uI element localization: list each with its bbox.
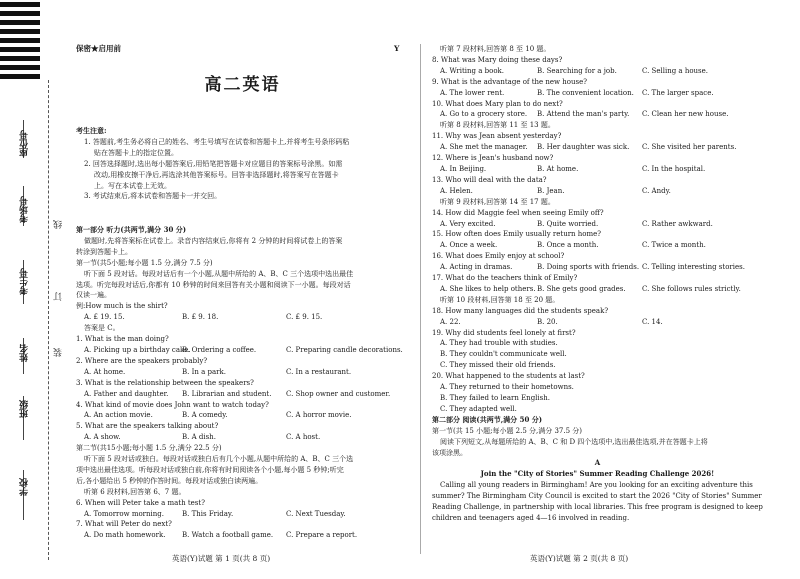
- question-text: 10. What does Mary plan to do next?: [432, 99, 563, 108]
- option-a: A. Very excited.: [440, 219, 496, 228]
- option-b: B. She gets good grades.: [537, 284, 626, 293]
- footer-page-2: 英语(Y)试题 第 2 页(共 8 页): [530, 554, 629, 563]
- option-c: C. The larger space.: [642, 88, 714, 97]
- binding-dashed-line: [48, 80, 50, 560]
- binding-strip: [0, 0, 70, 579]
- cut-mark-staple: 订: [54, 292, 64, 301]
- option-c: C. Andy.: [642, 186, 671, 195]
- option-c: C. In the hospital.: [642, 164, 706, 173]
- question-options: [432, 88, 763, 99]
- option-c: C. A horror movie.: [286, 411, 352, 420]
- example-question: 例:How much is the shirt?: [76, 302, 168, 311]
- example-answer: 答案是 C。: [84, 324, 120, 333]
- question-text: 1. What is the man doing?: [76, 335, 169, 344]
- question-options: [76, 367, 403, 378]
- option-c: C. She follows rules strictly.: [642, 284, 741, 293]
- question-options: [432, 262, 763, 273]
- question-text: 3. What is the relationship between the speakers?: [76, 378, 254, 387]
- question-text: 14. How did Maggie feel when seeing Emily off?: [432, 208, 604, 217]
- question-options: [432, 109, 763, 120]
- option-c: C. Twice a month.: [642, 241, 706, 250]
- seat-number-label: 座位号: [20, 130, 30, 157]
- exam-title: 高二英语: [204, 75, 281, 95]
- question-options: [76, 530, 403, 541]
- section2-questions: [76, 498, 403, 542]
- option-a: A. Do math homework.: [84, 531, 166, 540]
- example-options: A. £ 19. 15. B. £ 9. 18. C. £ 9. 15.: [84, 313, 323, 322]
- notice-block: 考生注意: 1. 答题前,考生务必将自己的姓名、考生号填写在试卷和答题卡上,并将考生号条形码粘 贴在答题卡上的指定位置。 2. 回答选择题时,选出每小题答案后,用铅笔把答题卡对应题目的答案标号涂黑。如需 改动,用橡皮擦干净后,再选涂其他答案标号。回答非选择题时,将答案写在答题卡 上。写在本试卷上无效。 3. 考试结束后,将本试卷和答题卡一并交回。: [76, 126, 350, 201]
- question-options: [432, 219, 763, 230]
- option-a: A. At home.: [84, 367, 126, 376]
- student-number-label: 考生号: [20, 268, 30, 295]
- question-text: 13. Who will deal with the data?: [432, 175, 547, 184]
- footer-page-1: 英语(Y)试题 第 1 页(共 8 页): [172, 554, 271, 563]
- notice-heading: 考生注意:: [76, 126, 107, 135]
- option-a: A. Go to a grocery store.: [440, 110, 528, 119]
- option-b: B. Ordering a coffee.: [182, 345, 257, 354]
- option-a: A. The lower rent.: [440, 88, 505, 97]
- question-options: [76, 509, 403, 520]
- option-a: A. Father and daughter.: [84, 389, 169, 398]
- option-b: B. Librarian and student.: [182, 389, 272, 398]
- cut-mark-bind: 装: [54, 348, 64, 357]
- option-b: B. Once a month.: [537, 241, 599, 250]
- exam-room-label: 考场号: [20, 196, 30, 223]
- barcode-stripes: [0, 0, 46, 120]
- option-a: A. A show.: [84, 433, 121, 442]
- passage-a-label: A: [594, 458, 601, 468]
- name-label: 姓名: [20, 344, 30, 362]
- question-options: [76, 345, 403, 356]
- option-c: C. Selling a house.: [642, 66, 709, 75]
- question-text: 5. What are the speakers talking about?: [76, 422, 219, 431]
- option-a: A. Picking up a birthday cake.: [84, 345, 191, 354]
- option-b: B. The convenient location.: [537, 88, 634, 97]
- question-text: 4. What kind of movie does John want to watch today?: [76, 400, 269, 409]
- part1-heading: 第一部分 听力(共两节,满分 30 分): [76, 225, 187, 234]
- option-c: C. Shop owner and customer.: [286, 389, 391, 398]
- option-b: B. Jean.: [537, 186, 565, 195]
- question-options: [432, 186, 763, 197]
- option-b: B. Watch a football game.: [182, 531, 274, 540]
- question-text: 16. What does Emily enjoy at school?: [432, 252, 565, 261]
- question-options: [76, 389, 403, 400]
- question-text: 15. How often does Emily usually return home?: [432, 230, 602, 239]
- part2-heading: 第二部分 阅读(共两节,满分 50 分): [432, 414, 543, 424]
- question-text: 7. What will Peter do next?: [76, 520, 172, 529]
- option-c: C. Telling interesting stories.: [642, 263, 745, 272]
- question-text: 17. What do the teachers think of Emily?: [432, 274, 578, 283]
- option-c: C. Preparing candle decorations.: [286, 345, 403, 354]
- version-label: Y: [394, 44, 400, 53]
- question-text: 6. When will Peter take a math test?: [76, 498, 205, 507]
- option-c: C. Clean her new house.: [642, 110, 729, 119]
- section1-questions: [76, 334, 403, 443]
- question-text: 8. What was Mary doing these days?: [432, 55, 563, 64]
- class-label: 班级: [20, 400, 30, 418]
- option-a: A. She likes to help others.: [440, 284, 536, 293]
- option-c: C. She visited her parents.: [642, 143, 737, 152]
- option-b: B. This Friday.: [182, 509, 234, 518]
- school-label: 学校: [20, 478, 30, 496]
- option-b: B. In a park.: [182, 367, 226, 376]
- option-c: C. Rather awkward.: [642, 219, 713, 228]
- cut-mark-line: 线: [54, 220, 64, 229]
- question-options: [432, 284, 763, 295]
- part1-block: 第一部分 听力(共两节,满分 30 分) 做题时,先将答案标在试卷上。录音内容结束后,你将有 2 分钟的时间将试卷上的答案 转涂到答题卡上。 第一节(共5小题;每小题 1.5 分,满分 7.5 分) 听下面 5 段对话。每段对话后有一个小题,从题中所给的 A、B、C 三个选项中选出最佳 选项。听完每段对话后,你都有 10 秒钟的时间来回答有关小题和阅读下一小题。每段对话 仅读一遍。 例:How much is the shirt? A. £ 19. 15. B. £ 9. 18. C. £ 9. 15. 答案是 C。 1. What is the man doing? A. Picking up a birthday cake. B. Ordering a coffee. C. Preparing candle decorations. 2. Where are the speakers probably? A. At home. B. In a park. C. In a restaurant. 3. What is the relationship between the speakers? A. Father and daughter. B. Librarian and student. C. Shop owner and customer. 4. What kind of movie does John want to watch today? A. An action movie. B. A comedy. C. A horror movie. 5. What are the speakers talking about? A. A show. B. A dish. C. A host. 第二节(共15小题;每小题 1.5 分,满分 22.5 分) 听下面 5 段对话或独白。每段对话或独白后有几个小题,从题中所给的 A、B、C 三个选 项中选出最佳选项。听每段对话或独白前,你将有时间阅读各个小题,每小题 5 秒钟;听完 后,各小题给出 5 秒钟的作答时间。每段对话或独白读两遍。 听第 6 段材料,回答第 6、7 题。 6. When will Peter take a math test? A. Tomorrow morning. B. This Friday. C. Next Tuesday. 7. What will Peter do next? A. Do math homework. B. Watch a football game. C. Prepare a report.: [76, 225, 403, 540]
- question-options: [432, 66, 763, 77]
- question-text: 12. Where is Jean's husband now?: [432, 154, 554, 163]
- question-text: 2. Where are the speakers probably?: [76, 356, 208, 365]
- option-b: B. Her daughter was sick.: [537, 143, 630, 152]
- option-a: A. Tomorrow morning.: [84, 509, 164, 518]
- column-divider: [420, 44, 421, 554]
- option-a: A. Helen.: [440, 186, 473, 195]
- question-options: [76, 432, 403, 443]
- option-a: A. Acting in dramas.: [440, 263, 513, 272]
- question-options: [432, 142, 763, 153]
- option-a: A. Once a week.: [440, 241, 498, 250]
- option-b: B. At home.: [537, 164, 579, 173]
- option-b: B. A comedy.: [182, 411, 228, 420]
- question-options: [76, 410, 403, 421]
- option-a: A. An action movie.: [84, 411, 153, 420]
- option-c: C. Prepare a report.: [286, 531, 358, 540]
- option-c: C. In a restaurant.: [286, 367, 352, 376]
- option-a: A. She met the manager.: [440, 143, 528, 152]
- option-b: B. Attend the man's party.: [537, 110, 630, 119]
- option-c: C. Next Tuesday.: [286, 509, 346, 518]
- option-b: B. A dish.: [182, 433, 216, 442]
- right-column: [432, 0, 776, 579]
- question-text: 9. What is the advantage of the new house?: [432, 77, 587, 86]
- passage-a-title: Join the "City of Stories" Summer Reading Challenge 2026!: [480, 469, 715, 479]
- confidential-label: 保密★启用前: [76, 44, 121, 53]
- question-text: 11. Why was Jean absent yesterday?: [432, 132, 562, 141]
- right-questions-block: 听第 7 段材料,回答第 8 至 10 题。 8. What was Mary doing these days? A. Writing a book. B. Searching for a job. C. Selling a house. 9. What is the advantage of the new house? A. The lower rent. B. The convenient location. C. The larger space. 10. What does Mary plan to do next? A. Go to a grocery store. B. Attend the man's party. C. Clean her new house. 听第 8 段材料,回答第 11 至 13 题。 11. Why was Jean absent yesterday? A. She met the manager. B. Her daughter was sick. C. She visited her parents. 12. Where is Jean's husband now? A. In Beijing. B. At home. C. In the hospital. 13. Who will deal with the data? A. Helen. B. Jean. C. Andy. 听第 9 段材料,回答第 14 至 17 题。 14. How did Maggie feel when seeing Emily off? A. Very excited. B. Quite worried. C. Rather awkward. 15. How often does Emily usually return home? A. Once a week. B. Once a month. C. Twice a month. 16. What does Emily enjoy at school? A. Acting in dramas. B. Doing sports with friends. C. Telling interesting stories. 17. What do the teachers think of Emily? A. She likes to help others. B. She gets good grades. C. She follows rules strictly. 听第 10 段材料,回答第 18 至 20 题。 18. How many languages did the students speak? A. 22. B. 20. C. 14. 19. Why did students feel lonely at first? A. They had trouble with studies. B. They couldn't communicate well. C. They missed their old friends. 20. What happened to the students at last? A. They returned to their hometowns. B. They failed to learn English. C. They adapted well. 第二部分 阅读(共两节,满分 50 分) 第一节(共 15 小题;每小题 2.5 分,满分 37.5 分) 阅读下列短文,从每题所给的 A、B、C 和 D 四个选项中,选出最佳选项,并在答题卡上将 该项涂黑。 A Join the "City of Stories" Summer Reading Challenge 2026! Calling all young readers in Birmingham! Are you looking for an exciting adventure this summer? The Birmingham City Council is excited to start the 2026 "City of Stories" Summer Reading Challenge, in partnership with local libraries. This free program is designed to keep children and teenagers aged 4—16 involved in reading.: [432, 45, 763, 522]
- option-b: B. Quite worried.: [537, 219, 599, 228]
- question-options: [432, 240, 763, 251]
- option-a: A. Writing a book.: [440, 66, 505, 75]
- option-a: A. In Beijing.: [440, 164, 487, 173]
- option-c: C. A host.: [286, 433, 321, 442]
- question-options: [432, 164, 763, 175]
- option-b: B. Doing sports with friends.: [537, 263, 640, 272]
- left-column: [76, 0, 409, 579]
- option-b: B. Searching for a job.: [537, 66, 617, 75]
